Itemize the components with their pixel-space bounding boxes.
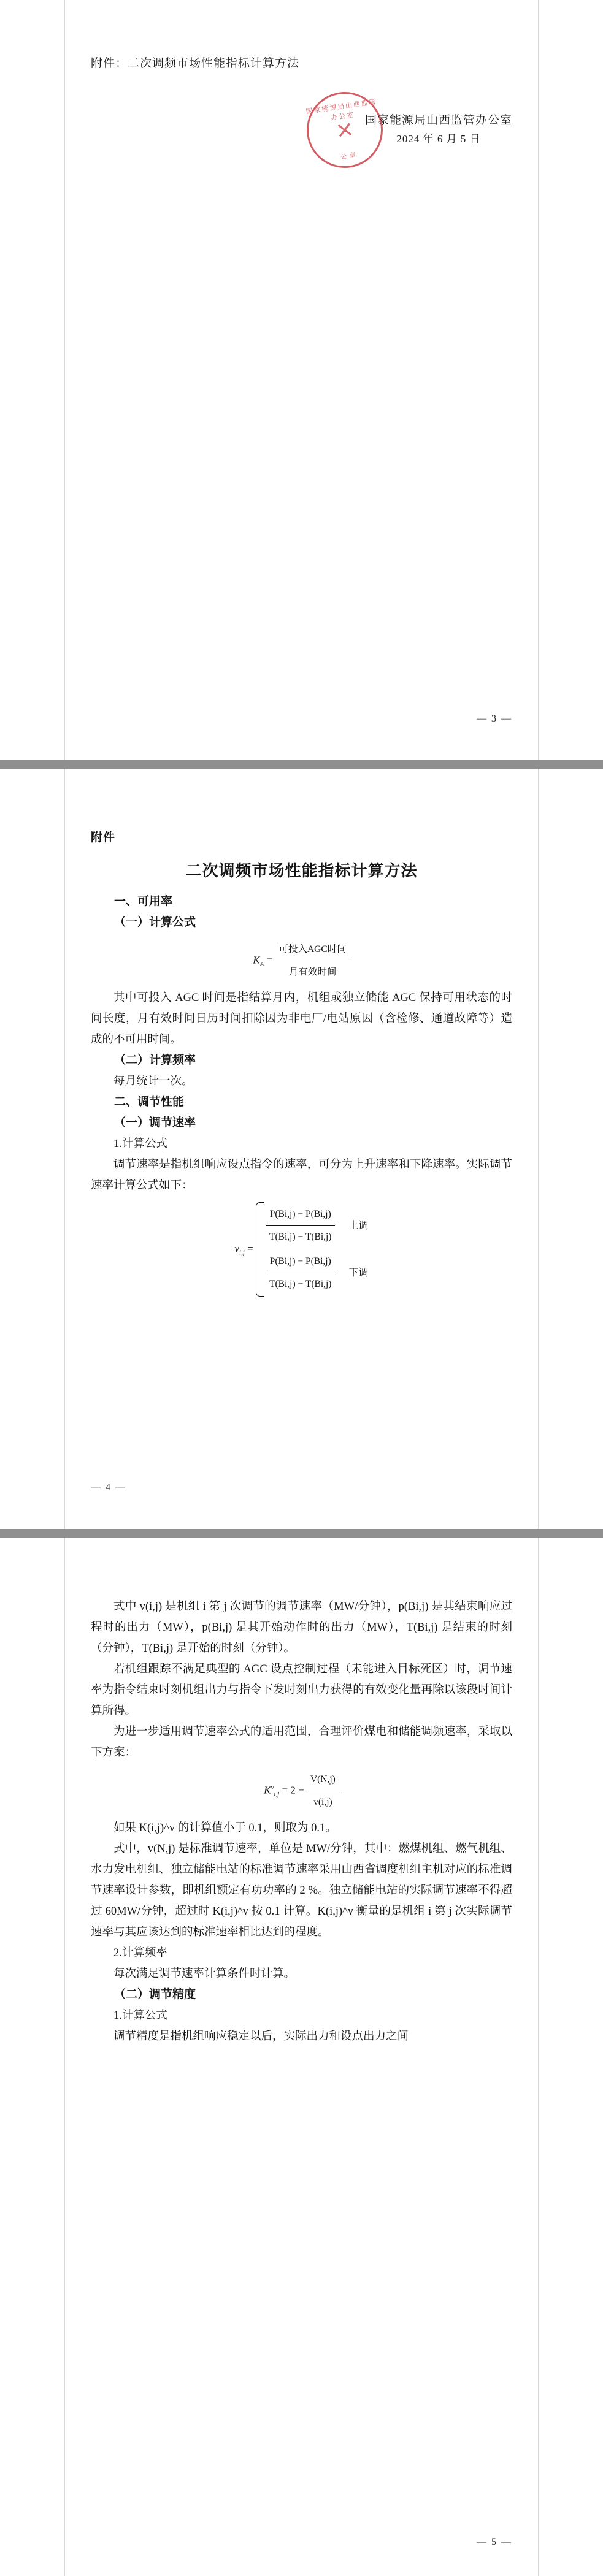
formula-rate-cases: [256, 1202, 368, 1297]
page-2-content: [91, 828, 512, 1301]
formula-rate-up-numerator: P(Bi,j) − P(Bi,j): [266, 1204, 335, 1226]
formula-rate-down-numerator: P(Bi,j) − P(Bi,j): [266, 1251, 335, 1273]
page-margin-line-left: [64, 0, 65, 760]
paragraph-scope-extension: 为进一步适用调节速率公式的适用范围，合理评价煤电和储能调频速率，采取以下方案：: [91, 1726, 512, 1759]
formula-availability-fraction: [275, 939, 350, 983]
document-page-3: [0, 1538, 603, 2576]
formula-rate-up-fraction: [266, 1204, 335, 1248]
seal-top-text: 国家能源局山西监管办公室: [305, 98, 378, 122]
heading-regulation-performance: 二、调节性能: [114, 1096, 185, 1108]
paragraph-regulation-rate-explain: 调节速率是指机组响应设点指令的速率，可分为上升速率和下降速率。实际调节速率计算公式如下：: [91, 1159, 512, 1192]
paragraph-variable-definitions: 式中 v(i,j) 是机组 i 第 j 次调节的调节速率（MW/分钟），p(Bi,j) 是其结束响应过程时的出力（MW），p(Bi,j) 是其开始动作时的出力（MW），T(Bi,j) 是结束的时刻（分钟），T(Bi,j) 是开始的时刻（分钟）。: [91, 1601, 512, 1655]
formula-rate-case-up: [266, 1202, 368, 1249]
page-margin-line-right: [538, 1538, 539, 2576]
formula-rate-down-denominator: T(Bi,j) − T(Bi,j): [269, 1279, 332, 1289]
formula-availability-numerator: 可投入AGC时间: [275, 939, 350, 961]
formula-rate-index: $K^v_{i,j} = 2$ − $\frac{V(N,j)}{v(i,j)}$: [91, 1769, 512, 1813]
formula-rate-up-denominator: T(Bi,j) − T(Bi,j): [269, 1232, 332, 1242]
paragraph-accuracy-definition: 调节精度是指机组响应稳定以后，实际出力和设点出力之间: [113, 2030, 409, 2043]
document-page-1: [0, 0, 603, 760]
formula-availability: $K_A$ = $\frac{\text{可投入AGC时间}}{\text{月有效时间}}$: [91, 939, 512, 983]
page-title: 二次调频市场性能指标计算方法: [185, 862, 418, 880]
formula-rate-down-fraction: [266, 1251, 335, 1295]
signature-block: [365, 112, 512, 148]
formula-availability-denominator: 月有效时间: [288, 967, 337, 977]
heading-regulation-rate-formula: 1.计算公式: [113, 1138, 167, 1150]
formula-k-lhs: K: [264, 1784, 271, 1796]
page-separator: [0, 760, 603, 769]
paragraph-nonstandard-process: 若机组跟踪不满足典型的 AGC 设点控制过程（未能进入目标死区）时，调节速率为指令结束时刻机组出力与指令下发时刻出力获得的有效变化量再除以该段时间计算所得。: [91, 1663, 512, 1717]
page-3-content: [91, 1596, 512, 2047]
formula-k-fraction: [307, 1769, 339, 1813]
heading-rate-frequency: 2.计算频率: [113, 1947, 167, 1959]
formula-k-denominator: v(i,j): [313, 1797, 332, 1807]
attachment-label: 附件: [91, 831, 116, 844]
formula-k-lhs-sub: i,j: [274, 1790, 280, 1798]
page-margin-line-left: [64, 1538, 65, 2576]
paragraph-standard-rate-definition: 式中，v(N,j) 是标准调节速率，单位是 MW/分钟，其中：燃煤机组、燃气机组、水力发电机组、独立储能电站的标准调节速率采用山西省调度机组主机对应的标准调节速率设计参数，即机组额定有功功率的 2 %。独立储能电站的实际调节速率不得超过 60MW/分钟，超过时 K(i,j)^v 按 0.1 计算。K(i,j)^v 衡量的是机组 i 第 j 次实际调节速率与其应该达到的标准速率相比达到的程度。: [91, 1843, 512, 1938]
formula-availability-lhs-sub: A: [259, 960, 264, 968]
brace-icon: [256, 1202, 264, 1297]
signature-organization: 国家能源局山西监管办公室: [364, 114, 512, 127]
page-number: — 3 —: [477, 714, 512, 724]
formula-rate-case-down: [266, 1249, 368, 1297]
heading-availability-frequency: （二）计算频率: [114, 1054, 196, 1067]
formula-regulation-rate: $v_{i,j}$ = $\frac{P(Bi,j) - P(Bi,j)}{T(Bi,j) - T(Bi,j)}$ 上调 $\frac{P(Bi,j) - P(Bi,j)}{T(Bi,j) - T(Bi,j)}$ 下调: [91, 1202, 512, 1297]
formula-rate-down-label: 下调: [348, 1267, 369, 1278]
heading-availability: 一、可用率: [114, 895, 173, 908]
attachment-line: 附件：二次调频市场性能指标计算方法: [91, 57, 300, 70]
heading-regulation-rate: （一）调节速率: [114, 1116, 196, 1129]
page-margin-line-right: [538, 769, 539, 1529]
document-page-2: [0, 769, 603, 1529]
page-margin-line-left: [64, 769, 65, 1529]
paragraph-rate-frequency: 每次满足调节速率计算条件时计算。: [113, 1968, 296, 1980]
formula-k-numerator: V(N,j): [307, 1769, 339, 1791]
seal-bottom-text: 公 章: [340, 151, 357, 161]
formula-availability-lhs: K: [253, 954, 260, 966]
formula-k-lhs-sup: v: [271, 1783, 274, 1791]
formula-rate-lhs-sub: i,j: [239, 1249, 245, 1257]
heading-accuracy-formula: 1.计算公式: [113, 2010, 167, 2022]
page-number: — 5 —: [477, 2537, 512, 2547]
formula-rate-lhs: v: [234, 1242, 240, 1254]
formula-k-rhs-head: 2 −: [290, 1784, 304, 1796]
formula-rate-up-label: 上调: [348, 1220, 369, 1231]
heading-regulation-accuracy: （二）调节精度: [114, 1988, 196, 2001]
page-separator: [0, 1529, 603, 1538]
heading-availability-formula: （一）计算公式: [114, 916, 196, 929]
paragraph-availability-frequency: 每月统计一次。: [113, 1075, 193, 1088]
page-number: — 4 —: [91, 1482, 126, 1493]
paragraph-min-value-rule: 如果 K(i,j)^v 的计算值小于 0.1，则取为 0.1。: [113, 1822, 337, 1834]
paragraph-availability-explain: 其中可投入 AGC 时间是指结算月内，机组或独立储能 AGC 保持可用状态的时间长度，月有效时间日历时间扣除因为非电厂/电站原因（含检修、通道故障等）造成的不可用时间。: [91, 992, 512, 1046]
page-margin-line-right: [538, 0, 539, 760]
signature-date: 2024 年 6 月 5 日: [396, 133, 481, 145]
